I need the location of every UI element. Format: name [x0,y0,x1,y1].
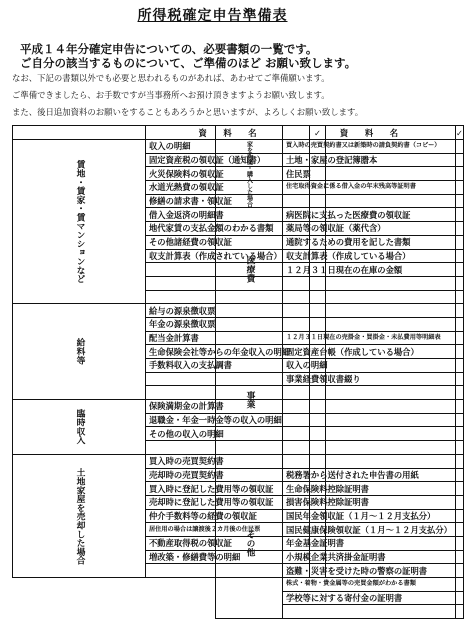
note-line: また、後日追加資料のお願いをすることもあろうかと思いますが、よろしくお願い致します。 [12,107,364,117]
document-item: 住民票 [283,167,456,181]
section-category-label: 医療費 [216,208,283,331]
check-box[interactable] [455,222,463,236]
document-item: 国民年金領収証（１月～１２月支払分） [283,509,456,523]
document-item: 固定資産税の領収証（通知書） [146,153,310,167]
header-check: ✓ [455,127,463,138]
document-item: 収入の明細 [146,140,310,154]
check-box[interactable] [455,509,463,523]
document-item: 地代家賃の支払金額のわかる書類 [146,222,310,236]
document-item: 盗難・災害を受けた時の警察の証明書 [283,564,456,578]
document-item [283,304,456,318]
section-category-label: 家を新築・購入した場合 [216,140,283,208]
document-item: 買入時の売買契約書又は新築時の請負契約書（コピー） [283,140,456,154]
document-item: 株式・着物・貴金属等の売買金額がわかる書類 [283,578,456,592]
document-item: 居住用の場合は譲渡後２カ月後の住民票 [146,523,310,537]
check-box[interactable] [455,523,463,537]
document-item: 学校等に対する寄付金の証明書 [283,591,456,605]
check-box[interactable] [455,605,463,619]
document-item: 税務署から送付された申告書の用紙 [283,468,456,482]
document-item [283,276,456,290]
document-item: 病医院に支払った医療費の領収証 [283,208,456,222]
check-box[interactable] [455,536,463,550]
section-category-label: 臨時収入 [13,400,146,455]
lead-line-1: 平成１４年分確定申告についての、必要書類の一覧です。 [20,42,318,56]
document-item [283,605,456,619]
note-line: ご準備できましたら、お手数ですが当事務所へお預け頂きますようお願い致します。 [12,90,330,100]
document-item [283,413,456,427]
document-item: 買入時に登記した費用等の領収証 [146,482,310,496]
document-item: 年金基金証明書 [283,536,456,550]
check-box[interactable] [455,591,463,605]
check-box[interactable] [455,317,463,331]
note-line: なお、下記の書類以外でも必要と思われるものがあれば、あわせてご準備願います。 [12,73,330,83]
document-item: 増改築・修繕費等の明細 [146,550,310,564]
document-item: 固定資産台帳（作成している場合） [283,345,456,359]
document-item: 仲介手数料等の経費の領収証 [146,509,310,523]
section-category-label: 事業 [216,331,283,468]
document-item: 生命保険料控除証明書 [283,482,456,496]
document-item: 修繕の請求書・領収証 [146,194,310,208]
checklist-row [216,331,464,345]
document-item: 住宅取得資金に係る借入金の年末残高等証明書 [283,181,456,195]
document-item: 給与の源泉徴収票 [146,304,310,318]
check-box[interactable] [455,290,463,304]
check-box[interactable] [455,181,463,195]
document-item: 薬局等の領収証（薬代含） [283,222,456,236]
document-item: 事業経費領収書綴り [283,372,456,386]
check-box[interactable] [455,386,463,400]
right-checklist-table [215,125,464,619]
document-item: 売却時に登記した費用等の領収証 [146,495,310,509]
document-item: 生命保険会社等からの年金収入の明細 [146,345,310,359]
document-item: 借入金返済の明細書 [146,208,310,222]
check-box[interactable] [455,454,463,468]
header-document-name: 資 料 名 [146,126,310,140]
document-item: 売却時の売買契約書 [146,468,310,482]
check-box[interactable] [455,495,463,509]
check-box[interactable] [455,345,463,359]
check-box[interactable] [455,276,463,290]
document-item: 火災保険料の領収証 [146,167,310,181]
document-item: 水道光熱費の領収証 [146,181,310,195]
check-box[interactable] [455,194,463,208]
check-box[interactable] [455,359,463,373]
check-box[interactable] [455,400,463,414]
document-item: その他の収入の明細 [146,427,310,441]
check-box[interactable] [455,578,463,592]
check-box[interactable] [455,372,463,386]
checklist-row [216,468,464,482]
document-item: 保険満期金の計算書 [146,400,310,414]
document-item: 退職金・年金一時金等の収入の明細 [146,413,310,427]
document-item: 国民健康保険領収証（１月～１２月支払分） [283,523,456,537]
check-box[interactable] [455,263,463,277]
document-item [283,454,456,468]
document-item: １２月３１日現在の在庫の金額 [283,263,456,277]
document-item [283,441,456,455]
document-item: 手数料収入の支払調書 [146,359,310,373]
check-box[interactable] [455,249,463,263]
document-item: 配当金計算書 [146,331,310,345]
check-box[interactable] [455,167,463,181]
section-category-label: 給料等 [13,304,146,400]
check-box[interactable] [455,153,463,167]
checklist-row [216,140,464,154]
document-item: 年金の源泉徴収票 [146,317,310,331]
lead-line-2: ご自分の該当するものについて、ご準備のほど お願い致します。 [20,56,357,70]
document-item [283,386,456,400]
section-category-label: 賃地・賃家・賃マンションなど [13,140,146,304]
check-box[interactable] [455,331,463,345]
document-item: 不動産取得税の領収証 [146,536,310,550]
table-header [216,126,464,140]
check-box[interactable] [455,564,463,578]
check-box[interactable] [455,441,463,455]
document-item [283,290,456,304]
check-box[interactable] [455,468,463,482]
document-item: 収支計算表（作成している場合） [283,249,456,263]
checklist-row [216,208,464,222]
document-item: 小規模企業共済掛金証明書 [283,550,456,564]
section-category-label: その他 [216,468,283,619]
check-box[interactable] [455,304,463,318]
check-box[interactable] [455,482,463,496]
document-item: 損害保険料控除証明書 [283,495,456,509]
check-box[interactable] [455,140,463,154]
document-item: １２月３１日現在の売掛金・買掛金・未払費用等明細表 [283,331,456,345]
section-category-label: 土地家屋を売却した場合 [13,454,146,577]
header-check: ✓ [310,126,326,140]
check-box[interactable] [455,235,463,249]
document-item [283,317,456,331]
check-box[interactable] [455,208,463,222]
document-item [283,427,456,441]
document-item: 収支計算表（作成されている場合） [146,249,310,263]
document-item: 収入の明細 [283,359,456,373]
check-box[interactable] [455,427,463,441]
check-box[interactable] [455,550,463,564]
page-title: 所得税確定申告準備表 [137,8,288,24]
document-item: 通院するための費用を記した書類 [283,235,456,249]
document-item: その他諸経費の領収証 [146,235,310,249]
check-box[interactable] [455,413,463,427]
header-document-name: 資 料 名 [283,126,456,140]
document-item [283,400,456,414]
document-item: 買入時の売買契約書 [146,454,310,468]
document-item [283,194,456,208]
document-item: 土地・家屋の登記簿謄本 [283,153,456,167]
